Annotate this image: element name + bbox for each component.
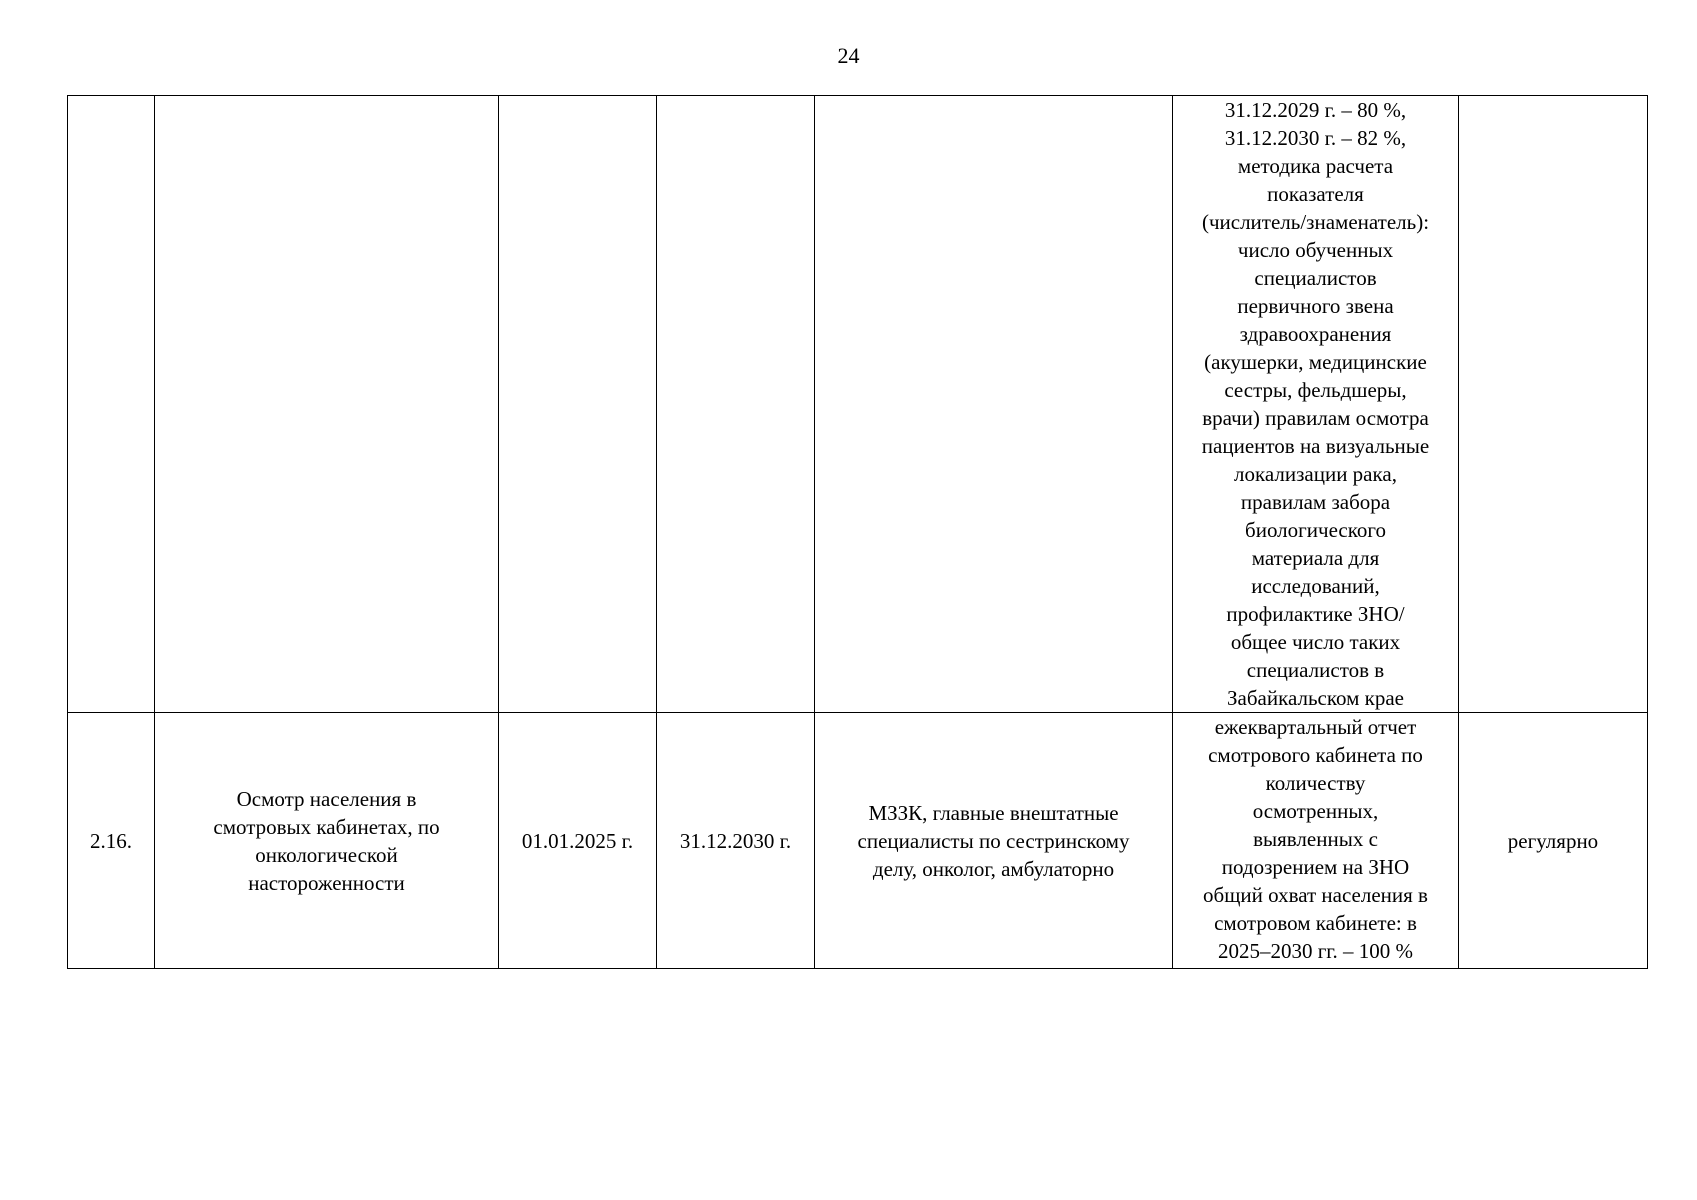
text-line: общий охват населения в — [1203, 883, 1428, 907]
text-line: число обученных — [1237, 238, 1394, 262]
text-line: показателя — [1267, 182, 1364, 206]
text-line: смотровых кабинетах, по — [213, 814, 440, 839]
text-line: ежеквартальный отчет — [1214, 715, 1417, 739]
text-line: 31.12.2030 г. – 82 %, — [1224, 126, 1407, 150]
text-line: пациентов на визуальные — [1201, 434, 1430, 458]
text-line: Забайкальском крае — [1227, 686, 1404, 710]
text-line: исследований, — [1251, 574, 1380, 598]
text-line: (акушерки, медицинские — [1204, 350, 1427, 374]
event-text — [161, 785, 492, 897]
text-line: выявленных с — [1253, 827, 1378, 851]
cell-end-date — [657, 96, 815, 713]
text-line: делу, онколог, амбулаторно — [872, 856, 1115, 881]
text-line: профилактике ЗНО/ — [1226, 602, 1405, 626]
text-line: материала для — [1251, 546, 1380, 570]
text-line: биологического — [1245, 518, 1386, 542]
table-row-continued — [68, 96, 1648, 713]
text-line: врачи) правилам осмотра — [1202, 406, 1429, 430]
text-line: смотровом кабинете: в — [1214, 911, 1417, 935]
text-line: смотрового кабинета по — [1208, 743, 1423, 767]
responsible-executors — [815, 713, 1173, 969]
cell-event — [155, 96, 499, 713]
indicator-text — [1179, 96, 1452, 712]
text-line: здравоохранения — [1239, 322, 1392, 346]
event-description — [155, 713, 499, 969]
responsible-text — [821, 799, 1166, 883]
text-line: первичного звена — [1237, 294, 1394, 318]
text-line: специалистов в — [1246, 658, 1385, 682]
text-line: настороженности — [248, 870, 405, 895]
cell-responsible — [815, 96, 1173, 713]
text-line: подозрением на ЗНО — [1221, 855, 1410, 879]
plan-table — [67, 95, 1648, 969]
page-number: 24 — [837, 43, 860, 68]
start-date: 01.01.2025 г. — [499, 713, 657, 969]
frequency: регулярно — [1459, 713, 1648, 969]
cell-frequency — [1459, 96, 1648, 713]
text-line: количеству — [1265, 771, 1366, 795]
text-line: Осмотр населения в — [236, 786, 417, 811]
text-line: специалисты по сестринскому — [857, 828, 1130, 853]
text-line: сестры, фельдшеры, — [1224, 378, 1407, 402]
indicator-description — [1173, 713, 1459, 969]
indicator-text — [1179, 713, 1452, 965]
table-row-2-16 — [68, 713, 1648, 969]
text-line: локализации рака, — [1234, 462, 1397, 486]
end-date: 31.12.2030 г. — [657, 713, 815, 969]
text-line: общее число таких — [1230, 630, 1401, 654]
cell-indicator — [1173, 96, 1459, 713]
text-line: (числитель/знаменатель): — [1201, 210, 1430, 234]
cell-number — [68, 96, 155, 713]
text-line: специалистов — [1254, 266, 1377, 290]
text-line: 2025–2030 гг. – 100 % — [1217, 939, 1414, 963]
cell-start-date — [499, 96, 657, 713]
text-line: осмотренных, — [1252, 799, 1379, 823]
text-line: 31.12.2029 г. – 80 %, — [1224, 98, 1407, 122]
text-line: онкологической — [255, 842, 398, 867]
text-line: методика расчета — [1237, 154, 1394, 178]
text-line: правилам забора — [1240, 490, 1391, 514]
text-line: МЗЗК, главные внештатные — [868, 800, 1119, 825]
row-number: 2.16. — [68, 713, 155, 969]
